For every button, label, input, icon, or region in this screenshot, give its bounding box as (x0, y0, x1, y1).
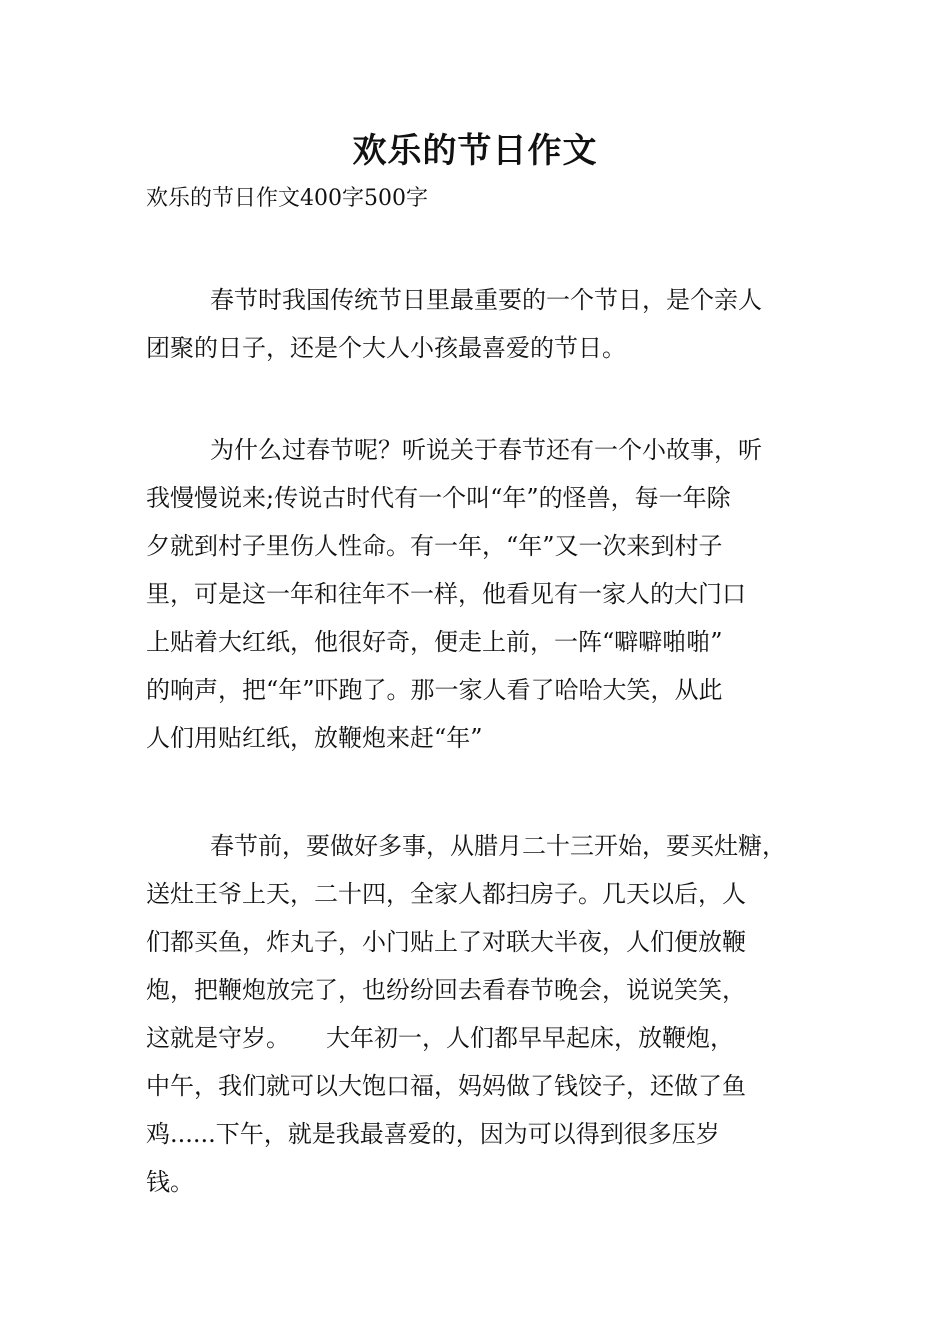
paragraph-line: 春节前，要做好多事，从腊月二十三开始，要买灶糖， (210, 832, 786, 860)
paragraph-line: 我慢慢说来;传说古时代有一个叫“年”的怪兽，每一年除 (146, 484, 731, 512)
document-subtitle: 欢乐的节日作文400字500字 (146, 186, 428, 211)
paragraph-line: 送灶王爷上天，二十四，全家人都扫房子。几天以后，人 (146, 880, 746, 908)
paragraph-line: 中午，我们就可以大饱口福，妈妈做了钱饺子，还做了鱼 (146, 1072, 746, 1100)
paragraph-line: 炮，把鞭炮放完了，也纷纷回去看春节晚会，说说笑笑， (146, 976, 746, 1004)
paragraph-line: 夕就到村子里伤人性命。有一年，“年”又一次来到村子 (146, 532, 723, 560)
paragraph-line: 为什么过春节呢？听说关于春节还有一个小故事，听 (210, 436, 762, 464)
paragraph-line: 上贴着大红纸，他很好奇，便走上前，一阵“噼噼啪啪” (146, 628, 723, 656)
paragraph-line: 这就是守岁。 大年初一，人们都早早起床，放鞭炮， (146, 1024, 734, 1052)
paragraph-line: 钱。 (146, 1168, 194, 1196)
paragraph-3 (146, 822, 816, 1206)
paragraph-line: 春节时我国传统节日里最重要的一个节日，是个亲人 (210, 286, 762, 314)
paragraph-line: 鸡......下午，就是我最喜爱的，因为可以得到很多压岁 (146, 1120, 720, 1148)
document-title: 欢乐的节日作文 (352, 131, 598, 171)
paragraph-line: 里，可是这一年和往年不一样，他看见有一家人的大门口 (146, 580, 746, 608)
paragraph-1 (146, 276, 816, 372)
paragraph-line: 人们用贴红纸，放鞭炮来赶“年” (146, 724, 483, 752)
paragraph-line: 团聚的日子，还是个大人小孩最喜爱的节日。 (146, 334, 626, 362)
paragraph-line: 的响声，把“年”吓跑了。那一家人看了哈哈大笑，从此 (146, 676, 723, 704)
paragraph-2 (146, 426, 816, 762)
paragraph-line: 们都买鱼，炸丸子，小门贴上了对联大半夜，人们便放鞭 (146, 928, 746, 956)
